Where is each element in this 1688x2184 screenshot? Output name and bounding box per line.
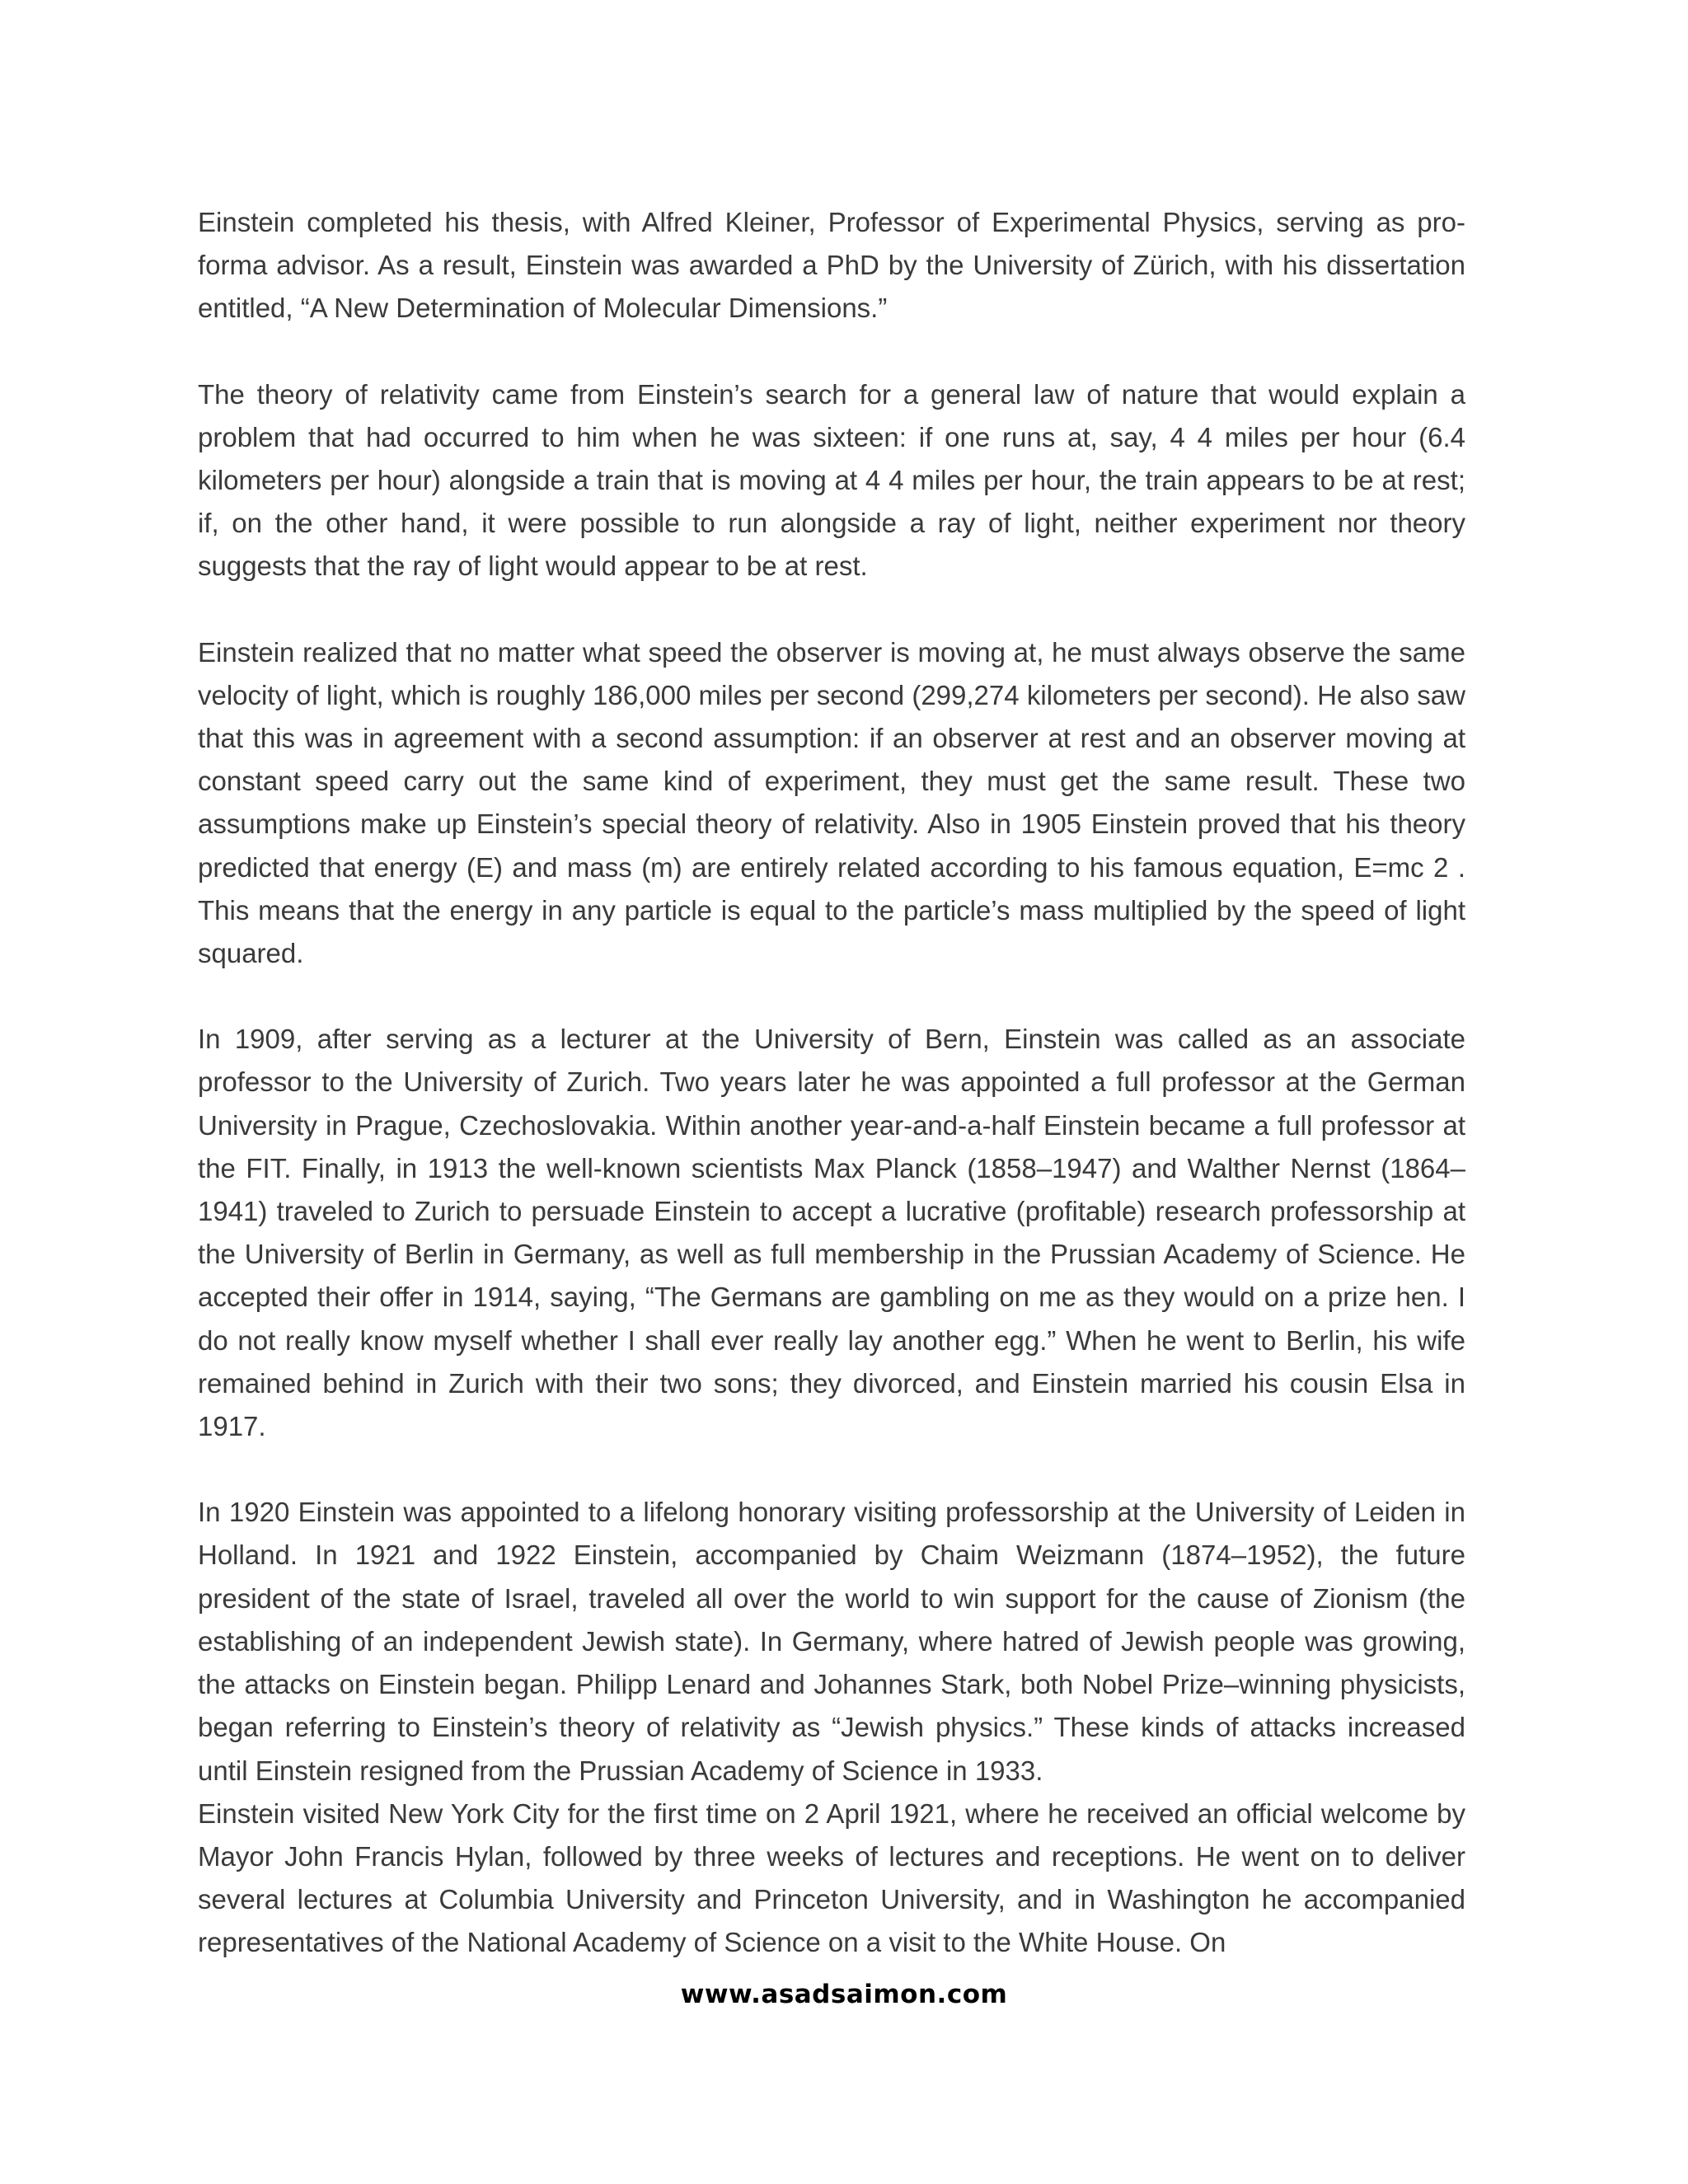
- paragraph-zionism: In 1920 Einstein was appointed to a lifelong honorary visiting professorship at the University of Leiden in Holland. In 1921 and 1922 Einstein, accompanied by Chaim Weizmann (1874–1952), the future president of the state of Israel, traveled all over the world to win support for the cause of Zionism (the establishing of an independent Jewish state). In Germany, where hatred of Jewish people was growing, the attacks on Einstein began. Philipp Lenard and Johannes Stark, both Nobel Prize–winning physicists, began referring to Einstein’s theory of relativity as “Jewish physics.” These kinds of attacks increased until Einstein resigned from the Prussian Academy of Science in 1933.: [198, 1497, 1465, 1786]
- paragraph-special-relativity: Einstein realized that no matter what speed the observer is moving at, he must always observe the same velocity of light, which is roughly 186,000 miles per second (299,274 kilometers per second). He also saw that this was in agreement with a second assumption: if an observer at rest and an observer moving at constant speed carry out the same kind of experiment, they must get the same result. These two assumptions make up Einstein’s special theory of relativity. Also in 1905 Einstein proved that his theory predicted that energy (E) and mass (m) are entirely related according to his famous equation, E=mc 2 . This means that the energy in any particle is equal to the particle’s mass multiplied by the speed of light squared.: [198, 636, 1465, 969]
- paragraph-new-york-visit: Einstein visited New York City for the first time on 2 April 1921, where he received an official welcome by Mayor John Francis Hylan, followed by three weeks of lectures and receptions. He went on to deliver several lectures at Columbia University and Princeton University, and in Washington he accompanied representatives of the National Academy of Science on a visit to the White House. On: [198, 1797, 1465, 1958]
- document-body: [198, 201, 1465, 1965]
- paragraph-relativity-origin: The theory of relativity came from Einstein’s search for a general law of nature that would explain a problem that had occurred to him when he was sixteen: if one runs at, say, 4 4 miles per hour (6.4 kilometers per hour) alongside a train that is moving at 4 4 miles per hour, the train appears to be at rest; if, on the other hand, it were possible to run alongside a ray of light, neither experiment nor theory suggests that the ray of light would appear to be at rest.: [198, 378, 1465, 582]
- paragraph-thesis: Einstein completed his thesis, with Alfred Kleiner, Professor of Experimental Physics, serving as pro-forma advisor. As a result, Einstein was awarded a PhD by the University of Zürich, with his dissertation entitled, “A New Determination of Molecular Dimensions.”: [198, 207, 1465, 324]
- paragraph-professorships: In 1909, after serving as a lecturer at the University of Bern, Einstein was called as an associate professor to the University of Zurich. Two years later he was appointed a full professor at the German University in Prague, Czechoslovakia. Within another year-and-a-half Einstein became a full professor at the FIT. Finally, in 1913 the well-known scientists Max Planck (1858–1947) and Walther Nernst (1864–1941) traveled to Zurich to persuade Einstein to accept a lucrative (profitable) research professorship at the University of Berlin in Germany, as well as full membership in the Prussian Academy of Science. He accepted their offer in 1914, saying, “The Germans are gambling on me as they would on a prize hen. I do not really know myself whether I shall ever really lay another egg.” When he went to Berlin, his wife remained behind in Zurich with their two sons; they divorced, and Einstein married his cousin Elsa in 1917.: [198, 1024, 1465, 1442]
- footer-website: www.asadsaimon.com: [680, 1980, 1008, 2009]
